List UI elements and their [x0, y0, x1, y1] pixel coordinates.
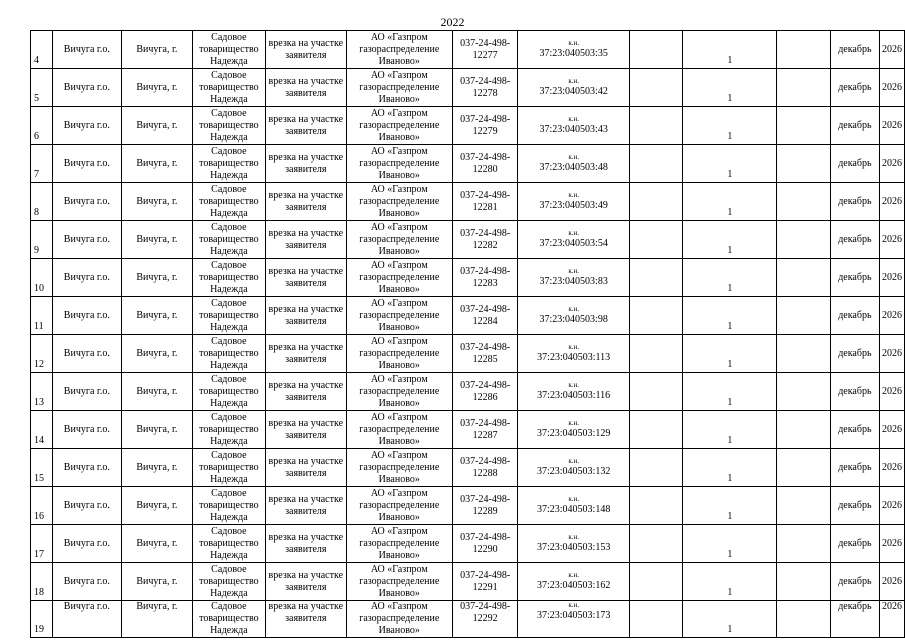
connection-type-cell: врезка на участке заявителя	[266, 69, 347, 107]
settlement-cell: Вичуга, г.	[122, 563, 193, 601]
row-number: 18	[31, 563, 53, 601]
district-cell: Вичуга г.о.	[52, 259, 122, 297]
year-cell: 2026	[880, 183, 905, 221]
table-row	[31, 69, 905, 107]
page-number: 2022	[440, 15, 465, 29]
code-cell: 037-24-498-12290	[452, 525, 517, 563]
cadastral-prefix: к.н.	[568, 229, 579, 237]
table-row	[31, 183, 905, 221]
year-cell: 2026	[880, 69, 905, 107]
year-cell: 2026	[880, 601, 905, 638]
connection-type-cell: врезка на участке заявителя	[266, 563, 347, 601]
year-cell: 2026	[880, 373, 905, 411]
organization-cell: АО «Газпром газораспределение Иваново»	[346, 183, 452, 221]
cadastral-prefix: к.н.	[568, 267, 579, 275]
cadastral-number: 37:23:040503:49	[539, 200, 608, 211]
code-cell: 037-24-498-12292	[452, 601, 517, 638]
cadastral-cell	[518, 145, 630, 183]
cadastral-number: 37:23:040503:173	[536, 610, 611, 621]
quantity-cell: 1	[683, 221, 777, 259]
district-cell: Вичуга г.о.	[52, 183, 122, 221]
object-name-cell: Садовое товарищество Надежда	[192, 411, 265, 449]
cadastral-number: 37:23:040503:116	[537, 390, 611, 401]
cadastral-prefix: к.н.	[568, 153, 579, 161]
table-row	[31, 221, 905, 259]
district-cell: Вичуга г.о.	[52, 221, 122, 259]
empty-cell	[777, 259, 830, 297]
organization-cell: АО «Газпром газораспределение Иваново»	[346, 487, 452, 525]
row-number: 12	[31, 335, 53, 373]
organization-cell: АО «Газпром газораспределение Иваново»	[346, 449, 452, 487]
month-cell: декабрь	[830, 183, 879, 221]
month-cell: декабрь	[830, 221, 879, 259]
empty-cell	[629, 107, 682, 145]
cadastral-prefix: к.н.	[568, 77, 579, 85]
settlement-cell: Вичуга, г.	[122, 259, 193, 297]
empty-cell	[629, 31, 682, 69]
row-number: 6	[31, 107, 53, 145]
month-cell: декабрь	[830, 563, 879, 601]
cadastral-prefix: к.н.	[568, 571, 579, 579]
district-cell: Вичуга г.о.	[52, 487, 122, 525]
district-cell: Вичуга г.о.	[52, 373, 122, 411]
organization-cell: АО «Газпром газораспределение Иваново»	[346, 145, 452, 183]
code-cell: 037-24-498-12291	[452, 563, 517, 601]
cadastral-cell	[518, 259, 630, 297]
quantity-cell: 1	[683, 487, 777, 525]
cadastral-prefix: к.н.	[568, 495, 579, 503]
empty-cell	[777, 487, 830, 525]
district-cell: Вичуга г.о.	[52, 69, 122, 107]
row-number: 8	[31, 183, 53, 221]
organization-cell: АО «Газпром газораспределение Иваново»	[346, 411, 452, 449]
year-cell: 2026	[880, 31, 905, 69]
settlement-cell: Вичуга, г.	[122, 221, 193, 259]
code-cell: 037-24-498-12281	[452, 183, 517, 221]
quantity-cell: 1	[683, 525, 777, 563]
organization-cell: АО «Газпром газораспределение Иваново»	[346, 31, 452, 69]
empty-cell	[777, 221, 830, 259]
cadastral-prefix: к.н.	[568, 305, 579, 313]
cadastral-prefix: к.н.	[568, 115, 579, 123]
code-cell: 037-24-498-12283	[452, 259, 517, 297]
table-row	[31, 373, 905, 411]
year-cell: 2026	[880, 145, 905, 183]
gas-connection-table	[30, 30, 905, 638]
connection-type-cell: врезка на участке заявителя	[266, 411, 347, 449]
cadastral-prefix: к.н.	[568, 601, 579, 609]
settlement-cell: Вичуга, г.	[122, 183, 193, 221]
object-name-cell: Садовое товарищество Надежда	[192, 145, 265, 183]
district-cell: Вичуга г.о.	[52, 107, 122, 145]
quantity-cell: 1	[683, 335, 777, 373]
organization-cell: АО «Газпром газораспределение Иваново»	[346, 563, 452, 601]
row-number: 19	[31, 601, 53, 638]
object-name-cell: Садовое товарищество Надежда	[192, 297, 265, 335]
empty-cell	[777, 183, 830, 221]
cadastral-number: 37:23:040503:132	[536, 466, 611, 477]
month-cell: декабрь	[830, 259, 879, 297]
district-cell: Вичуга г.о.	[52, 525, 122, 563]
object-name-cell: Садовое товарищество Надежда	[192, 563, 265, 601]
month-cell: декабрь	[830, 297, 879, 335]
object-name-cell: Садовое товарищество Надежда	[192, 31, 265, 69]
cadastral-number: 37:23:040503:148	[536, 504, 611, 515]
connection-type-cell: врезка на участке заявителя	[266, 487, 347, 525]
cadastral-number: 37:23:040503:42	[539, 86, 608, 97]
year-cell: 2026	[880, 411, 905, 449]
month-cell: декабрь	[830, 487, 879, 525]
object-name-cell: Садовое товарищество Надежда	[192, 601, 265, 638]
empty-cell	[629, 601, 682, 638]
table-row	[31, 449, 905, 487]
cadastral-cell	[518, 601, 630, 638]
row-number: 13	[31, 373, 53, 411]
object-name-cell: Садовое товарищество Надежда	[192, 183, 265, 221]
year-cell: 2026	[880, 297, 905, 335]
settlement-cell: Вичуга, г.	[122, 411, 193, 449]
settlement-cell: Вичуга, г.	[122, 373, 193, 411]
row-number: 10	[31, 259, 53, 297]
cadastral-cell	[518, 69, 630, 107]
empty-cell	[629, 487, 682, 525]
code-cell: 037-24-498-12285	[452, 335, 517, 373]
settlement-cell: Вичуга, г.	[122, 297, 193, 335]
quantity-cell: 1	[683, 107, 777, 145]
quantity-cell: 1	[683, 411, 777, 449]
empty-cell	[777, 31, 830, 69]
year-cell: 2026	[880, 487, 905, 525]
quantity-cell: 1	[683, 31, 777, 69]
code-cell: 037-24-498-12284	[452, 297, 517, 335]
year-cell: 2026	[880, 259, 905, 297]
connection-type-cell: врезка на участке заявителя	[266, 183, 347, 221]
table-row	[31, 145, 905, 183]
object-name-cell: Садовое товарищество Надежда	[192, 107, 265, 145]
organization-cell: АО «Газпром газораспределение Иваново»	[346, 259, 452, 297]
quantity-cell: 1	[683, 601, 777, 638]
organization-cell: АО «Газпром газораспределение Иваново»	[346, 601, 452, 638]
table-row	[31, 297, 905, 335]
object-name-cell: Садовое товарищество Надежда	[192, 69, 265, 107]
month-cell: декабрь	[830, 69, 879, 107]
month-cell: декабрь	[830, 107, 879, 145]
empty-cell	[629, 411, 682, 449]
quantity-cell: 1	[683, 373, 777, 411]
code-cell: 037-24-498-12279	[452, 107, 517, 145]
empty-cell	[629, 221, 682, 259]
connection-type-cell: врезка на участке заявителя	[266, 259, 347, 297]
table-row	[31, 563, 905, 601]
cadastral-prefix: к.н.	[568, 343, 579, 351]
month-cell: декабрь	[830, 335, 879, 373]
connection-type-cell: врезка на участке заявителя	[266, 107, 347, 145]
row-number: 5	[31, 69, 53, 107]
connection-type-cell: врезка на участке заявителя	[266, 373, 347, 411]
table-row	[31, 487, 905, 525]
cadastral-prefix: к.н.	[568, 419, 579, 427]
object-name-cell: Садовое товарищество Надежда	[192, 487, 265, 525]
object-name-cell: Садовое товарищество Надежда	[192, 259, 265, 297]
settlement-cell: Вичуга, г.	[122, 107, 193, 145]
row-number: 9	[31, 221, 53, 259]
cadastral-number: 37:23:040503:113	[537, 352, 611, 363]
empty-cell	[629, 335, 682, 373]
quantity-cell: 1	[683, 563, 777, 601]
month-cell: декабрь	[830, 601, 879, 638]
cadastral-number: 37:23:040503:43	[539, 124, 608, 135]
object-name-cell: Садовое товарищество Надежда	[192, 449, 265, 487]
cadastral-cell	[518, 221, 630, 259]
district-cell: Вичуга г.о.	[52, 335, 122, 373]
empty-cell	[629, 373, 682, 411]
organization-cell: АО «Газпром газораспределение Иваново»	[346, 525, 452, 563]
code-cell: 037-24-498-12280	[452, 145, 517, 183]
connection-type-cell: врезка на участке заявителя	[266, 221, 347, 259]
empty-cell	[629, 449, 682, 487]
empty-cell	[777, 335, 830, 373]
year-cell: 2026	[880, 563, 905, 601]
cadastral-prefix: к.н.	[568, 381, 579, 389]
code-cell: 037-24-498-12288	[452, 449, 517, 487]
cadastral-cell	[518, 563, 630, 601]
empty-cell	[777, 373, 830, 411]
object-name-cell: Садовое товарищество Надежда	[192, 335, 265, 373]
table-row	[31, 31, 905, 69]
district-cell: Вичуга г.о.	[52, 411, 122, 449]
connection-type-cell: врезка на участке заявителя	[266, 145, 347, 183]
cadastral-cell	[518, 335, 630, 373]
organization-cell: АО «Газпром газораспределение Иваново»	[346, 107, 452, 145]
table-row	[31, 335, 905, 373]
code-cell: 037-24-498-12277	[452, 31, 517, 69]
district-cell: Вичуга г.о.	[52, 297, 122, 335]
quantity-cell: 1	[683, 449, 777, 487]
month-cell: декабрь	[830, 145, 879, 183]
year-cell: 2026	[880, 221, 905, 259]
empty-cell	[629, 525, 682, 563]
cadastral-number: 37:23:040503:98	[539, 314, 608, 325]
table-row	[31, 107, 905, 145]
row-number: 4	[31, 31, 53, 69]
cadastral-number: 37:23:040503:129	[536, 428, 611, 439]
cadastral-number: 37:23:040503:35	[539, 48, 608, 59]
cadastral-cell	[518, 449, 630, 487]
quantity-cell: 1	[683, 69, 777, 107]
quantity-cell: 1	[683, 145, 777, 183]
cadastral-cell	[518, 373, 630, 411]
year-cell: 2026	[880, 449, 905, 487]
empty-cell	[629, 183, 682, 221]
settlement-cell: Вичуга, г.	[122, 449, 193, 487]
code-cell: 037-24-498-12278	[452, 69, 517, 107]
cadastral-cell	[518, 411, 630, 449]
code-cell: 037-24-498-12286	[452, 373, 517, 411]
table-body	[31, 31, 905, 638]
object-name-cell: Садовое товарищество Надежда	[192, 221, 265, 259]
district-cell: Вичуга г.о.	[52, 449, 122, 487]
row-number: 17	[31, 525, 53, 563]
district-cell: Вичуга г.о.	[52, 563, 122, 601]
settlement-cell: Вичуга, г.	[122, 525, 193, 563]
empty-cell	[629, 145, 682, 183]
district-cell: Вичуга г.о.	[52, 145, 122, 183]
cadastral-cell	[518, 107, 630, 145]
table-row	[31, 259, 905, 297]
cadastral-prefix: к.н.	[568, 457, 579, 465]
empty-cell	[629, 259, 682, 297]
district-cell: Вичуга г.о.	[52, 31, 122, 69]
cadastral-number: 37:23:040503:83	[539, 276, 608, 287]
row-number: 7	[31, 145, 53, 183]
table-row	[31, 601, 905, 638]
cadastral-prefix: к.н.	[568, 533, 579, 541]
cadastral-prefix: к.н.	[568, 191, 579, 199]
organization-cell: АО «Газпром газораспределение Иваново»	[346, 373, 452, 411]
row-number: 16	[31, 487, 53, 525]
connection-type-cell: врезка на участке заявителя	[266, 449, 347, 487]
cadastral-cell	[518, 31, 630, 69]
empty-cell	[629, 563, 682, 601]
year-cell: 2026	[880, 335, 905, 373]
settlement-cell: Вичуга, г.	[122, 69, 193, 107]
row-number: 15	[31, 449, 53, 487]
cadastral-cell	[518, 487, 630, 525]
empty-cell	[629, 69, 682, 107]
empty-cell	[777, 563, 830, 601]
empty-cell	[777, 297, 830, 335]
connection-type-cell: врезка на участке заявителя	[266, 31, 347, 69]
settlement-cell: Вичуга, г.	[122, 145, 193, 183]
connection-type-cell: врезка на участке заявителя	[266, 525, 347, 563]
row-number: 11	[31, 297, 53, 335]
cadastral-prefix: к.н.	[568, 39, 579, 47]
month-cell: декабрь	[830, 31, 879, 69]
settlement-cell: Вичуга, г.	[122, 31, 193, 69]
year-cell: 2026	[880, 525, 905, 563]
empty-cell	[777, 411, 830, 449]
cadastral-number: 37:23:040503:48	[539, 162, 608, 173]
object-name-cell: Садовое товарищество Надежда	[192, 525, 265, 563]
settlement-cell: Вичуга, г.	[122, 601, 193, 638]
month-cell: декабрь	[830, 525, 879, 563]
cadastral-number: 37:23:040503:162	[536, 580, 611, 591]
organization-cell: АО «Газпром газораспределение Иваново»	[346, 335, 452, 373]
month-cell: декабрь	[830, 411, 879, 449]
organization-cell: АО «Газпром газораспределение Иваново»	[346, 297, 452, 335]
code-cell: 037-24-498-12289	[452, 487, 517, 525]
year-cell: 2026	[880, 107, 905, 145]
empty-cell	[777, 449, 830, 487]
cadastral-cell	[518, 183, 630, 221]
month-cell: декабрь	[830, 373, 879, 411]
connection-type-cell: врезка на участке заявителя	[266, 297, 347, 335]
quantity-cell: 1	[683, 259, 777, 297]
empty-cell	[777, 107, 830, 145]
connection-type-cell: врезка на участке заявителя	[266, 601, 347, 638]
empty-cell	[777, 601, 830, 638]
cadastral-cell	[518, 525, 630, 563]
quantity-cell: 1	[683, 297, 777, 335]
object-name-cell: Садовое товарищество Надежда	[192, 373, 265, 411]
connection-type-cell: врезка на участке заявителя	[266, 335, 347, 373]
code-cell: 037-24-498-12287	[452, 411, 517, 449]
row-number: 14	[31, 411, 53, 449]
settlement-cell: Вичуга, г.	[122, 335, 193, 373]
organization-cell: АО «Газпром газораспределение Иваново»	[346, 69, 452, 107]
district-cell: Вичуга г.о.	[52, 601, 122, 638]
cadastral-number: 37:23:040503:54	[539, 238, 608, 249]
empty-cell	[777, 525, 830, 563]
cadastral-cell	[518, 297, 630, 335]
empty-cell	[629, 297, 682, 335]
empty-cell	[777, 69, 830, 107]
settlement-cell: Вичуга, г.	[122, 487, 193, 525]
cadastral-number: 37:23:040503:153	[536, 542, 611, 553]
empty-cell	[777, 145, 830, 183]
quantity-cell: 1	[683, 183, 777, 221]
month-cell: декабрь	[830, 449, 879, 487]
table-row	[31, 525, 905, 563]
organization-cell: АО «Газпром газораспределение Иваново»	[346, 221, 452, 259]
code-cell: 037-24-498-12282	[452, 221, 517, 259]
table-row	[31, 411, 905, 449]
